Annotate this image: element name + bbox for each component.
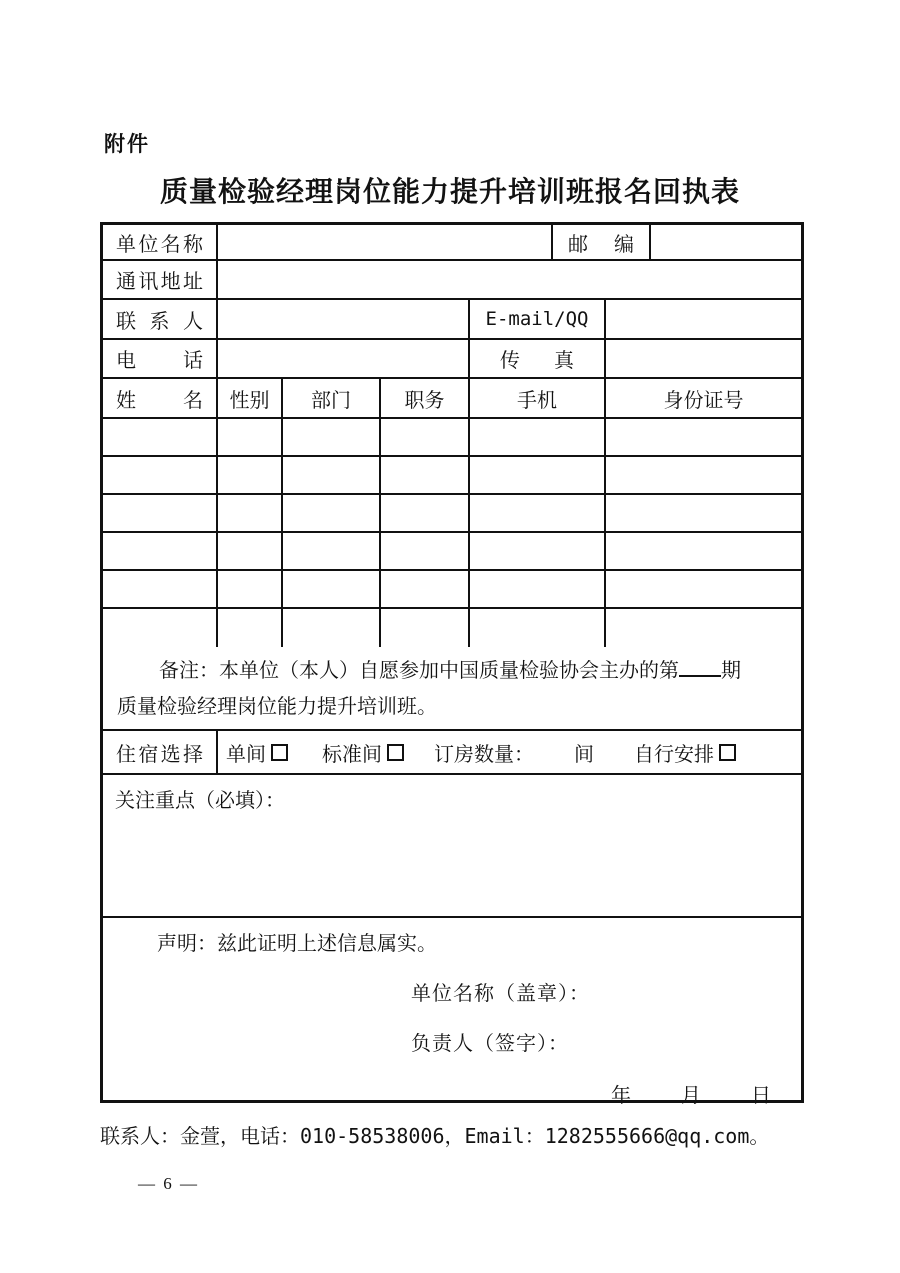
unit-name-value-cell bbox=[218, 225, 553, 259]
attendee-cell bbox=[218, 419, 283, 455]
address-value-cell bbox=[218, 261, 801, 298]
attendee-cell bbox=[103, 571, 218, 607]
attendee-cell bbox=[381, 571, 470, 607]
attendee-cell bbox=[283, 457, 381, 493]
attendee-cell bbox=[218, 533, 283, 569]
attendee-cell bbox=[381, 495, 470, 531]
checkbox-self-arrange bbox=[719, 744, 736, 761]
attendee-cell bbox=[381, 533, 470, 569]
attendee-cell bbox=[606, 457, 801, 493]
fax-value-cell bbox=[606, 340, 801, 377]
attendee-cell bbox=[103, 609, 218, 647]
attendee-cell bbox=[470, 571, 606, 607]
declaration-row bbox=[103, 918, 801, 1107]
attendee-header-position: 职务 bbox=[381, 379, 470, 417]
phone-row bbox=[103, 340, 801, 379]
address-label: 通讯地址 bbox=[103, 261, 218, 298]
email-qq-value-cell bbox=[606, 300, 801, 338]
checkbox-single-room bbox=[271, 744, 288, 761]
housing-options-cell bbox=[218, 731, 801, 773]
attendee-header-id-number: 身份证号 bbox=[663, 389, 744, 412]
attendee-header-name: 姓名 bbox=[103, 379, 218, 417]
housing-row bbox=[103, 731, 801, 775]
attendee-cell bbox=[606, 609, 801, 647]
attendee-header-row bbox=[103, 379, 801, 419]
attendee-cell bbox=[283, 571, 381, 607]
declaration-seal-line: 单位名称（盖章）： bbox=[411, 983, 590, 1005]
attendee-cell bbox=[218, 609, 283, 647]
attendee-row bbox=[103, 533, 801, 571]
room-quantity-label: 订房数量： bbox=[434, 743, 534, 766]
attachment-label: 附件 bbox=[104, 133, 150, 156]
attendee-cell bbox=[218, 571, 283, 607]
attendee-row bbox=[103, 419, 801, 457]
address-row bbox=[103, 261, 801, 300]
date-year-label: 年 bbox=[611, 1085, 631, 1107]
attendee-cell bbox=[103, 495, 218, 531]
self-arrange-label: 自行安排 bbox=[634, 743, 714, 766]
footer-contact-line: 联系人：金萱，电话：010-58538006，Email：1282555666@qq.com。 bbox=[100, 1124, 770, 1148]
attendee-cell bbox=[381, 609, 470, 647]
attendee-cell bbox=[103, 457, 218, 493]
attendee-cell bbox=[218, 457, 283, 493]
contact-row bbox=[103, 300, 801, 340]
attendee-cell bbox=[283, 533, 381, 569]
postcode-label: 邮编 bbox=[553, 225, 651, 259]
attendee-cell bbox=[606, 571, 801, 607]
attendee-cell bbox=[606, 533, 801, 569]
housing-label: 住宿选择 bbox=[103, 731, 218, 773]
room-quantity-unit: 间 bbox=[574, 743, 594, 766]
contact-person-label: 联系人 bbox=[103, 300, 218, 338]
date-day-label: 日 bbox=[751, 1085, 771, 1107]
attendee-row bbox=[103, 571, 801, 609]
attendee-header-department: 部门 bbox=[283, 379, 381, 417]
contact-person-value-cell bbox=[218, 300, 470, 338]
attendee-cell bbox=[470, 533, 606, 569]
declaration-statement: 声明：兹此证明上述信息属实。 bbox=[157, 933, 437, 955]
attendee-cell bbox=[470, 495, 606, 531]
attendee-row bbox=[103, 609, 801, 647]
attendee-cell bbox=[103, 419, 218, 455]
fax-label: 传真 bbox=[470, 340, 606, 377]
attendee-header-gender: 性别 bbox=[218, 379, 283, 417]
attendee-cell bbox=[283, 609, 381, 647]
attendee-header-mobile: 手机 bbox=[470, 379, 606, 417]
phone-value-cell bbox=[218, 340, 470, 377]
unit-name-row bbox=[103, 225, 801, 261]
page-number: — 6 — bbox=[138, 1174, 199, 1193]
remark-text-line2: 质量检验经理岗位能力提升培训班。 bbox=[117, 696, 437, 718]
focus-label: 关注重点（必填）： bbox=[115, 790, 285, 812]
attendee-cell bbox=[283, 495, 381, 531]
attendee-cell bbox=[470, 457, 606, 493]
attendee-cell bbox=[606, 495, 801, 531]
declaration-date-line bbox=[103, 1079, 801, 1108]
page-title: 质量检验经理岗位能力提升培训班报名回执表 bbox=[159, 177, 740, 208]
unit-name-label: 单位名称 bbox=[103, 225, 218, 259]
checkbox-standard-room bbox=[387, 744, 404, 761]
attendee-cell bbox=[218, 495, 283, 531]
phone-label: 电话 bbox=[103, 340, 218, 377]
attendee-cell bbox=[470, 609, 606, 647]
registration-table bbox=[100, 222, 804, 1107]
postcode-value-cell bbox=[651, 225, 801, 259]
attendee-cell bbox=[470, 419, 606, 455]
remark-text-line1: 备注：本单位（本人）自愿参加中国质量检验协会主办的第 期 bbox=[159, 660, 741, 682]
declaration-signature-line: 负责人（签字）： bbox=[411, 1033, 569, 1055]
focus-row bbox=[103, 775, 801, 918]
remark-row bbox=[103, 647, 801, 731]
attendee-row bbox=[103, 457, 801, 495]
date-month-label: 月 bbox=[681, 1085, 701, 1107]
standard-room-label: 标准间 bbox=[322, 743, 382, 766]
single-room-label: 单间 bbox=[226, 743, 266, 766]
attendee-cell bbox=[103, 533, 218, 569]
email-qq-label: E-mail/QQ bbox=[470, 300, 606, 338]
attendee-row bbox=[103, 495, 801, 533]
attendee-cell bbox=[606, 419, 801, 455]
attendee-cell bbox=[381, 457, 470, 493]
attendee-cell bbox=[283, 419, 381, 455]
attendee-cell bbox=[381, 419, 470, 455]
remark-blank-underline bbox=[679, 671, 721, 677]
